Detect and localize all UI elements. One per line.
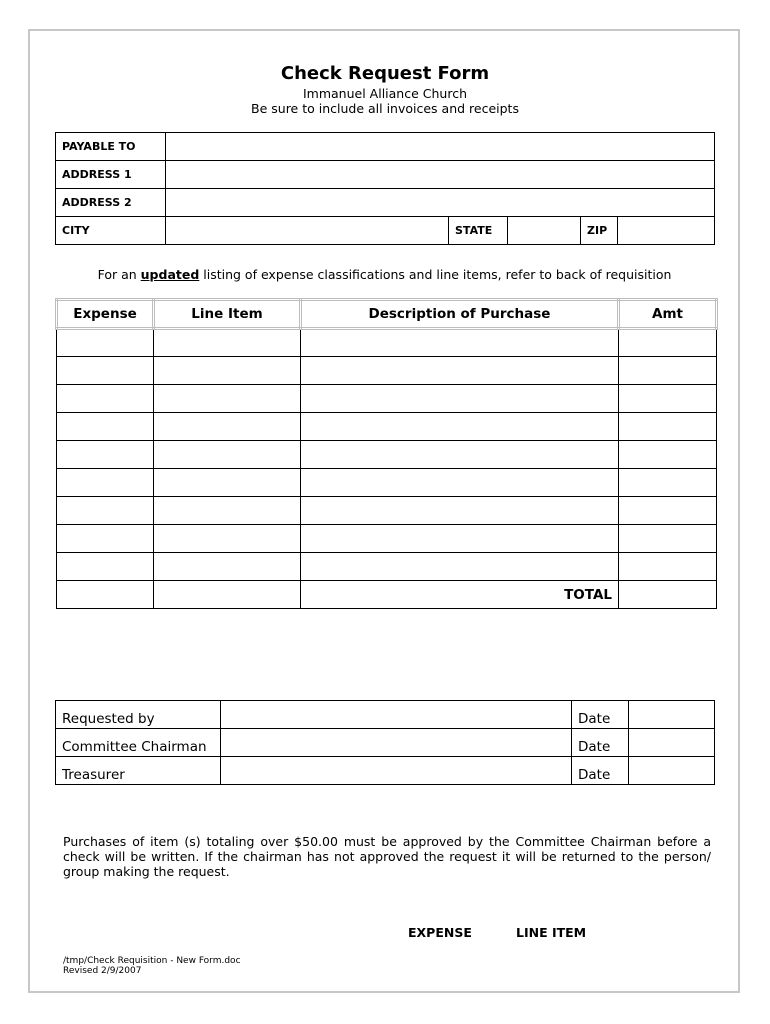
table-row (57, 441, 717, 469)
line-item-cell[interactable] (154, 525, 301, 553)
treasurer-date-field[interactable] (629, 757, 715, 785)
approvals-table (55, 700, 715, 785)
column-header-amt: Amt (619, 300, 717, 329)
description-cell[interactable] (301, 469, 619, 497)
column-header-line-item: Line Item (154, 300, 301, 329)
total-blank-cell (57, 581, 154, 609)
reference-note-emphasis: updated (140, 267, 200, 282)
description-cell[interactable] (301, 497, 619, 525)
table-row (57, 385, 717, 413)
address2-field[interactable] (166, 189, 715, 217)
payable-to-label: PAYABLE TO (56, 133, 166, 161)
payable-to-field[interactable] (166, 133, 715, 161)
description-cell[interactable] (301, 357, 619, 385)
table-row (57, 329, 717, 357)
expense-cell[interactable] (57, 441, 154, 469)
table-row (57, 413, 717, 441)
expense-cell[interactable] (57, 385, 154, 413)
amount-cell[interactable] (619, 553, 717, 581)
line-item-cell[interactable] (154, 329, 301, 357)
description-cell[interactable] (301, 525, 619, 553)
expense-cell[interactable] (57, 497, 154, 525)
description-cell[interactable] (301, 553, 619, 581)
city-label: CITY (56, 217, 166, 245)
line-item-cell[interactable] (154, 385, 301, 413)
line-item-cell[interactable] (154, 497, 301, 525)
table-row (57, 553, 717, 581)
payable-to-row (56, 133, 715, 161)
line-item-cell[interactable] (154, 441, 301, 469)
amount-cell[interactable] (619, 441, 717, 469)
expense-code-label: EXPENSE (408, 925, 472, 940)
column-header-expense: Expense (57, 300, 154, 329)
table-row (57, 357, 717, 385)
amount-cell[interactable] (619, 525, 717, 553)
items-table (55, 298, 718, 609)
address2-label: ADDRESS 2 (56, 189, 166, 217)
instruction-text: Be sure to include all invoices and receipts (251, 101, 519, 116)
items-header-row (57, 300, 717, 329)
amount-cell[interactable] (619, 469, 717, 497)
description-cell[interactable] (301, 329, 619, 357)
committee-chairman-label: Committee Chairman (56, 729, 221, 757)
form-title: Check Request Form (280, 63, 490, 84)
address2-row (56, 189, 715, 217)
revision-date-text: Revised 2/9/2007 (63, 966, 142, 976)
committee-chairman-signature-field[interactable] (221, 729, 572, 757)
expense-cell[interactable] (57, 413, 154, 441)
zip-field[interactable] (618, 217, 715, 245)
amount-cell[interactable] (619, 357, 717, 385)
line-item-cell[interactable] (154, 553, 301, 581)
line-item-cell[interactable] (154, 469, 301, 497)
amount-cell[interactable] (619, 497, 717, 525)
date-label: Date (572, 757, 629, 785)
zip-label: ZIP (581, 217, 618, 245)
file-path-text: /tmp/Check Requisition - New Form.doc (63, 956, 241, 966)
total-amount-field[interactable] (619, 581, 717, 609)
amount-cell[interactable] (619, 413, 717, 441)
date-label: Date (572, 701, 629, 729)
state-field[interactable] (508, 217, 581, 245)
table-row (57, 469, 717, 497)
expense-cell[interactable] (57, 329, 154, 357)
date-label: Date (572, 729, 629, 757)
city-field[interactable] (166, 217, 449, 245)
description-cell[interactable] (301, 413, 619, 441)
requested-by-signature-field[interactable] (221, 701, 572, 729)
expense-cell[interactable] (57, 525, 154, 553)
amount-cell[interactable] (619, 329, 717, 357)
requested-by-label: Requested by (56, 701, 221, 729)
reference-note-suffix: listing of expense classifications and line items, refer to back of requisition (199, 267, 672, 282)
line-item-code-label: LINE ITEM (516, 925, 587, 940)
requested-by-date-field[interactable] (629, 701, 715, 729)
line-item-cell[interactable] (154, 413, 301, 441)
address1-label: ADDRESS 1 (56, 161, 166, 189)
organization-name: Immanuel Alliance Church (302, 86, 467, 101)
treasurer-label: Treasurer (56, 757, 221, 785)
total-blank-cell (154, 581, 301, 609)
treasurer-row (56, 757, 715, 785)
description-cell[interactable] (301, 385, 619, 413)
address1-row (56, 161, 715, 189)
total-row (57, 581, 717, 609)
state-label: STATE (449, 217, 508, 245)
committee-chairman-row (56, 729, 715, 757)
treasurer-signature-field[interactable] (221, 757, 572, 785)
expense-cell[interactable] (57, 553, 154, 581)
expense-cell[interactable] (57, 469, 154, 497)
table-row (57, 525, 717, 553)
expense-cell[interactable] (57, 357, 154, 385)
approval-policy-text: Purchases of item (s) totaling over $50.00 must be approved by the Committee Chairman before a check will be written. If the chairman has not approved the request it will be returned to the person/ group making the request. (63, 834, 711, 879)
total-label: TOTAL (301, 581, 619, 609)
requested-by-row (56, 701, 715, 729)
description-cell[interactable] (301, 441, 619, 469)
payee-table (55, 132, 715, 245)
amount-cell[interactable] (619, 385, 717, 413)
column-header-description: Description of Purchase (301, 300, 619, 329)
address1-field[interactable] (166, 161, 715, 189)
line-item-cell[interactable] (154, 357, 301, 385)
table-row (57, 497, 717, 525)
reference-note (55, 267, 714, 282)
reference-note-prefix: For an (97, 267, 141, 282)
city-row (56, 217, 715, 245)
document-footer (63, 956, 241, 976)
committee-chairman-date-field[interactable] (629, 729, 715, 757)
